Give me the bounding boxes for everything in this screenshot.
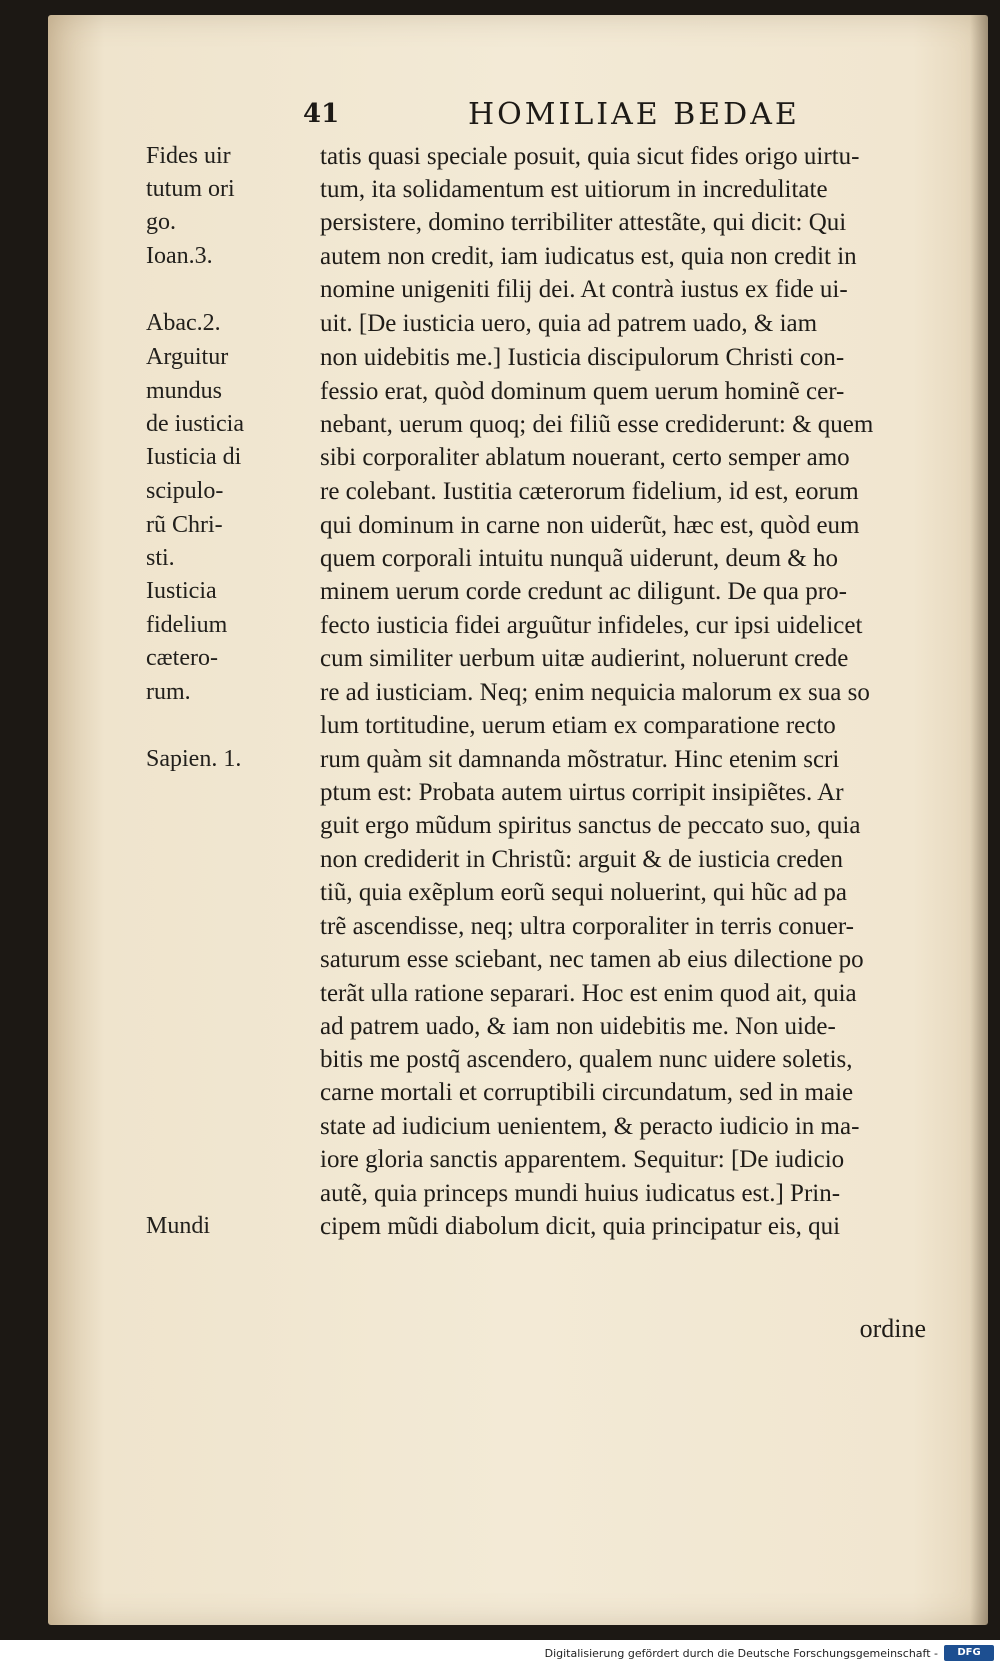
margin-note: de iusticia [146,411,244,437]
running-title: HOMILIAE BEDAE [468,97,800,132]
funding-credit: Digitalisierung gefördert durch die Deutsche Forschungsgemeinschaft - [544,1647,938,1660]
text-line: uit. [De iusticia uero, quia ad patrem uado, & iam [320,310,818,337]
margin-note: rũ Chri- [146,512,223,538]
margin-note: Iusticia [146,578,217,604]
text-line: autẽ, quia princeps mundi huius iudicatus est.] Prin- [320,1180,841,1207]
margin-note: Sapien. 1. [146,746,242,772]
running-head [48,97,988,137]
text-line: tatis quasi speciale posuit, quia sicut fides origo uirtu- [320,143,860,170]
text-line: non uidebitis me.] Iusticia discipulorum Christi con- [320,344,845,371]
text-line: ptum est: Probata autem uirtus corripit insipiẽtes. Ar [320,779,844,806]
text-line: qui dominum in carne non uiderũt, hæc est, quòd eum [320,512,860,539]
margin-note: Fides uir [146,143,231,169]
margin-note: Abac.2. [146,310,221,336]
dfg-logo: DFG [944,1645,994,1661]
margin-note: sti. [146,545,175,571]
margin-note: mundus [146,378,223,404]
text-line: tiũ, quia exẽplum eorũ sequi noluerint, qui hũc ad pa [320,879,847,906]
text-line: persistere, domino terribiliter attestãte, qui dicit: Qui [320,209,847,236]
margin-note: Iusticia di [146,444,242,470]
text-line: terãt ulla ratione separari. Hoc est enim quod ait, quia [320,980,857,1007]
margin-note: Arguitur [146,344,229,370]
text-line: bitis me postq̃ ascendero, qualem nunc uidere soletis, [320,1046,853,1073]
margin-note: cætero- [146,645,218,671]
text-line: rum quàm sit damnanda mõstratur. Hinc etenim scri [320,746,840,773]
text-line: guit ergo mũdum spiritus sanctus de peccato suo, quia [320,812,861,839]
digitization-footer [0,1640,1000,1668]
text-line: fecto iusticia fidei arguũtur infideles, cur ipsi uidelicet [320,612,863,639]
margin-note: Mundi [146,1213,211,1239]
text-line: autem non credit, iam iudicatus est, quia non credit in [320,243,857,270]
text-line: re ad iusticiam. Neq; enim nequicia malorum ex sua so [320,679,870,706]
text-line: cipem mũdi diabolum dicit, quia principatur eis, qui [320,1213,841,1240]
text-line: quem corporali intuitu nunquã uiderunt, deum & ho [320,545,838,572]
text-line: sibi corporaliter ablatum nouerant, certo semper amo [320,444,850,471]
text-line: nebant, uerum quoq; dei filiũ esse crediderunt: & quem [320,411,874,438]
text-line: non crediderit in Christũ: arguit & de iusticia creden [320,846,844,873]
text-line: fessio erat, quòd dominum quem uerum hominẽ cer- [320,378,845,405]
page-number: 41 [303,99,340,129]
text-line: trẽ ascendisse, neq; ultra corporaliter in terris conuer- [320,913,854,940]
margin-note: tutum ori [146,176,235,202]
margin-note: fidelium [146,612,228,638]
book-page [48,15,988,1625]
margin-note: Ioan.3. [146,243,213,269]
text-line: ad patrem uado, & iam non uidebitis me. Non uide- [320,1013,836,1040]
text-line: iore gloria sanctis apparentem. Sequitur: [De iudicio [320,1146,845,1173]
text-line: saturum esse sciebant, nec tamen ab eius dilectione po [320,946,864,973]
margin-note: go. [146,209,176,235]
page-edge-shadow [970,15,988,1625]
text-line: lum tortitudine, uerum etiam ex comparatione recto [320,712,836,739]
catchword: ordine [859,1314,926,1343]
text-line: state ad iudicium uenientem, & peracto iudicio in ma- [320,1113,860,1140]
text-line: minem uerum corde credunt ac diligunt. De qua pro- [320,578,847,605]
text-line: cum similiter uerbum uitæ audierint, noluerunt crede [320,645,849,672]
margin-note: rum. [146,679,191,705]
text-line: tum, ita solidamentum est uitiorum in incredulitate [320,176,828,203]
text-line: re colebant. Iustitia cæterorum fidelium, id est, eorum [320,478,859,505]
text-line: nomine unigeniti filij dei. At contrà iustus ex fide ui- [320,276,848,303]
margin-note: scipulo- [146,478,224,504]
text-line: carne mortali et corruptibili circundatum, sed in maie [320,1079,854,1106]
